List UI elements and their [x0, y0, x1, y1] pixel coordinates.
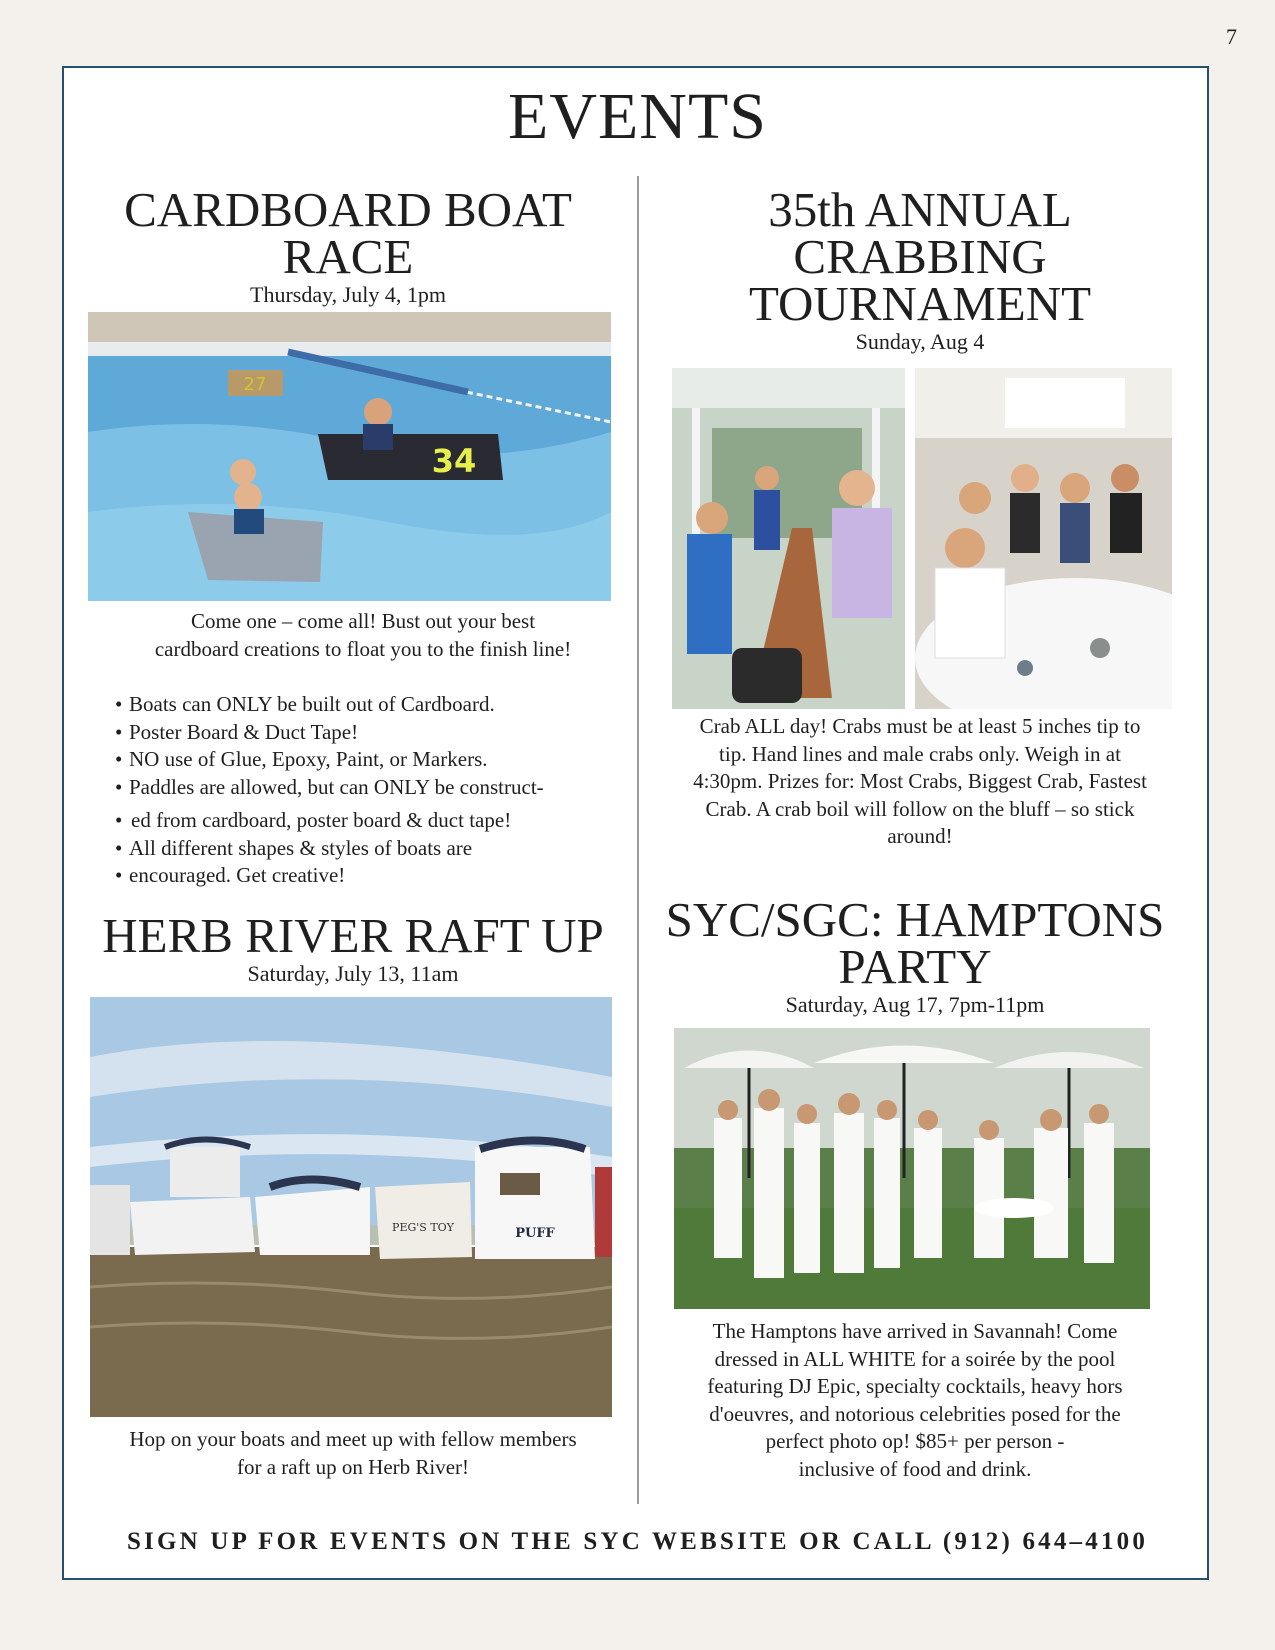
cardboard-title-line1: CARDBOARD BOAT	[124, 182, 572, 237]
raft-desc-line1: Hop on your boats and meet up with fellow members	[129, 1427, 577, 1451]
rule-item: • Boats can ONLY be built out of Cardboard.	[115, 691, 635, 719]
raft-title: HERB RIVER RAFT UP	[102, 908, 604, 963]
crabbing-desc-line4: Crab. A crab boil will follow on the bluff – so stick	[705, 796, 1135, 821]
boat-name-puff: PUFF	[515, 1226, 555, 1241]
crabbing-tournament-heading	[660, 182, 1180, 355]
cardboard-rules-list	[115, 691, 635, 890]
crabbing-date: Sunday, Aug 4	[855, 329, 985, 354]
cardboard-intro	[88, 608, 638, 663]
cardboard-intro-line2: cardboard creations to float you to the finish line!	[154, 636, 572, 661]
crabbing-title-line2: CRABBING	[793, 229, 1047, 284]
crabbing-title-line1: 35th ANNUAL	[768, 182, 1072, 237]
crabbing-title-line3: TOURNAMENT	[748, 276, 1092, 331]
herb-river-raft-up-heading	[88, 908, 618, 987]
hamptons-desc-line4: d'oeuvres, and notorious celebrities posed for the	[709, 1401, 1121, 1426]
column-divider	[637, 176, 639, 1504]
hamptons-desc-line3: featuring DJ Epic, specialty cocktails, heavy hors	[707, 1374, 1123, 1398]
crabbing-desc-line5: around!	[887, 824, 953, 848]
cardboard-boat-race-heading	[88, 182, 608, 308]
hamptons-desc-line1: The Hamptons have arrived in Savannah! Come	[712, 1319, 1118, 1343]
crab-weigh-in-photo	[915, 368, 1172, 709]
hamptons-title-line1: SYC/SGC: HAMPTONS	[665, 892, 1165, 947]
cardboard-boat-photo	[88, 312, 611, 601]
crabbing-desc-line2: tip. Hand lines and male crabs only. Weigh in at	[719, 741, 1121, 766]
rule-item: • Paddles are allowed, but can ONLY be construct-	[115, 774, 635, 802]
rule-item-continued: • ed from cardboard, poster board & duct tape!	[115, 807, 635, 835]
crabbing-desc-line1: Crab ALL day! Crabs must be at least 5 inches tip to	[699, 714, 1141, 738]
crabbing-description	[660, 713, 1180, 851]
crab-boil-photo	[672, 368, 905, 709]
hamptons-desc-line6: inclusive of food and drink.	[798, 1456, 1032, 1481]
hamptons-party-photo	[674, 1028, 1150, 1309]
hamptons-desc-line5: perfect photo op! $85+ per person -	[765, 1429, 1065, 1453]
rule-item-continued: • encouraged. Get creative!	[115, 862, 635, 890]
rule-item: • NO use of Glue, Epoxy, Paint, or Markers.	[115, 746, 635, 774]
cardboard-title-line2: RACE	[282, 229, 414, 284]
boat-name-pegs-toy: PEG'S TOY	[392, 1221, 454, 1234]
page-number: 7	[1226, 24, 1237, 49]
boat-number-27: 27	[243, 374, 267, 395]
hamptons-date: Saturday, Aug 17, 7pm-11pm	[785, 992, 1045, 1017]
rule-item: • Poster Board & Duct Tape!	[115, 719, 635, 747]
hamptons-party-heading	[655, 892, 1175, 1018]
hamptons-description	[655, 1318, 1175, 1483]
crabbing-desc-line3: 4:30pm. Prizes for: Most Crabs, Biggest Crab, Fastest	[693, 769, 1147, 793]
cardboard-date: Thursday, July 4, 1pm	[250, 282, 446, 307]
raft-up-photo	[90, 997, 612, 1417]
raft-desc-line2: for a raft up on Herb River!	[236, 1454, 470, 1479]
signup-footer: SIGN UP FOR EVENTS ON THE SYC WEBSITE OR CALL (912) 644–4100	[126, 1528, 1149, 1555]
rule-item: • All different shapes & styles of boats are	[115, 835, 635, 863]
boat-number-34: 34	[431, 442, 477, 480]
cardboard-intro-line1: Come one – come all! Bust out your best	[190, 609, 536, 633]
page-title: EVENTS	[508, 80, 767, 153]
raft-date: Saturday, July 13, 11am	[247, 961, 459, 986]
hamptons-desc-line2: dressed in ALL WHITE for a soirée by the pool	[714, 1346, 1116, 1371]
raft-description	[88, 1426, 618, 1481]
hamptons-title-line2: PARTY	[838, 939, 992, 994]
